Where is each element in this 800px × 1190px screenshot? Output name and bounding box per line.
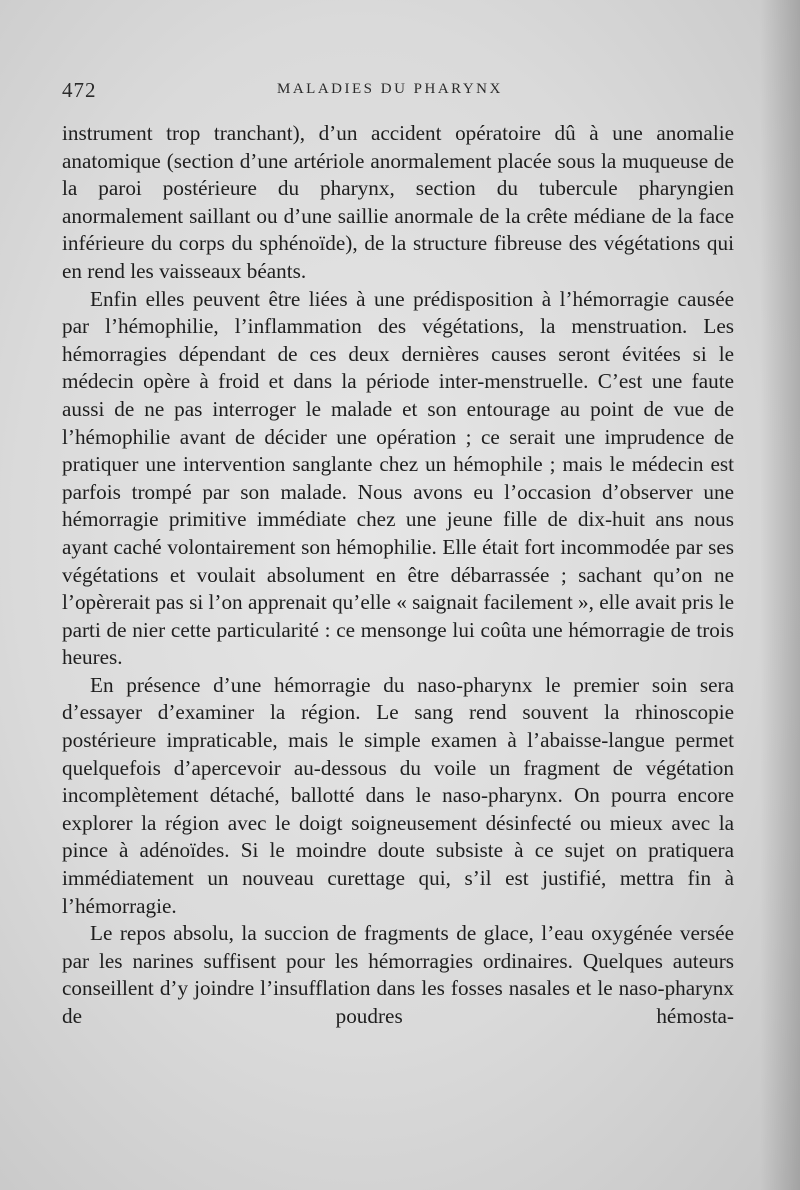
page-header (62, 78, 732, 104)
paragraph: Le repos absolu, la succion de fragments de glace, l’eau oxygénée versée par les narines suffisent pour les hémorragies ordinaires. Quelques auteurs conseillent d’y joindre l’insufflation dans les fosses nasales et le naso-pharynx de poudres hémosta- (62, 921, 734, 1028)
page-number: 472 (62, 78, 97, 102)
paragraph: Enfin elles peuvent être liées à une prédisposition à l’hémorragie causée par l’hémophilie, l’inflammation des végétations, la menstruation. Les hémorragies dépendant de ces deux dernières causes seront évitées si le médecin opère à froid et dans la période inter-menstruelle. C’est une faute aussi de ne pas interroger le malade et son entourage au point de vue de l’hémophilie avant de décider une opération ; ce serait une imprudence de pratiquer une intervention sanglante chez un hémophile ; mais le médecin est parfois trompé par son malade. Nous avons eu l’occasion d’observer une hémorragie primitive immédiate chez une jeune fille de dix-huit ans nous ayant caché volontairement son hémophilie. Elle était fort incommodée par ses végétations et voulait absolument en être débarrassée ; sachant qu’on ne l’opèrerait pas si l’on apprenait qu’elle « saignait facilement », elle avait pris le parti de nier cette particularité : ce mensonge lui coûta une hémorragie de trois heures. (62, 286, 734, 670)
body-text (62, 120, 734, 1031)
page-edge-shadow (760, 0, 800, 1190)
paragraph-continued: instrument trop tranchant), d’un accident opératoire dû à une anomalie anatomique (section d’une artériole anormalement placée sous la muqueuse de la paroi postérieure du pharynx, section du tubercule pharyngien anormalement saillant ou d’une saillie anormale de la crête médiane de la face inférieure du corps du sphénoïde), de la structure fibreuse des végétations qui en rend les vaisseaux béants. (62, 121, 734, 283)
running-head: MALADIES DU PHARYNX (277, 81, 503, 97)
paragraph: En présence d’une hémorragie du naso-pharynx le premier soin sera d’essayer d’examiner la région. Le sang rend souvent la rhinoscopie postérieure impraticable, mais le simple examen à l’abaisse-langue permet quelquefois d’apercevoir au-dessous du voile un fragment de végétation incomplètement détaché, ballotté dans le naso-pharynx. On pourra encore explorer la région avec le doigt soigneusement désinfecté ou mieux avec la pince à adénoïdes. Si le moindre doute subsiste à ce sujet on pratiquera immédiatement un nouveau curettage qui, s’il est justifié, mettra fin à l’hémorragie. (62, 672, 734, 918)
